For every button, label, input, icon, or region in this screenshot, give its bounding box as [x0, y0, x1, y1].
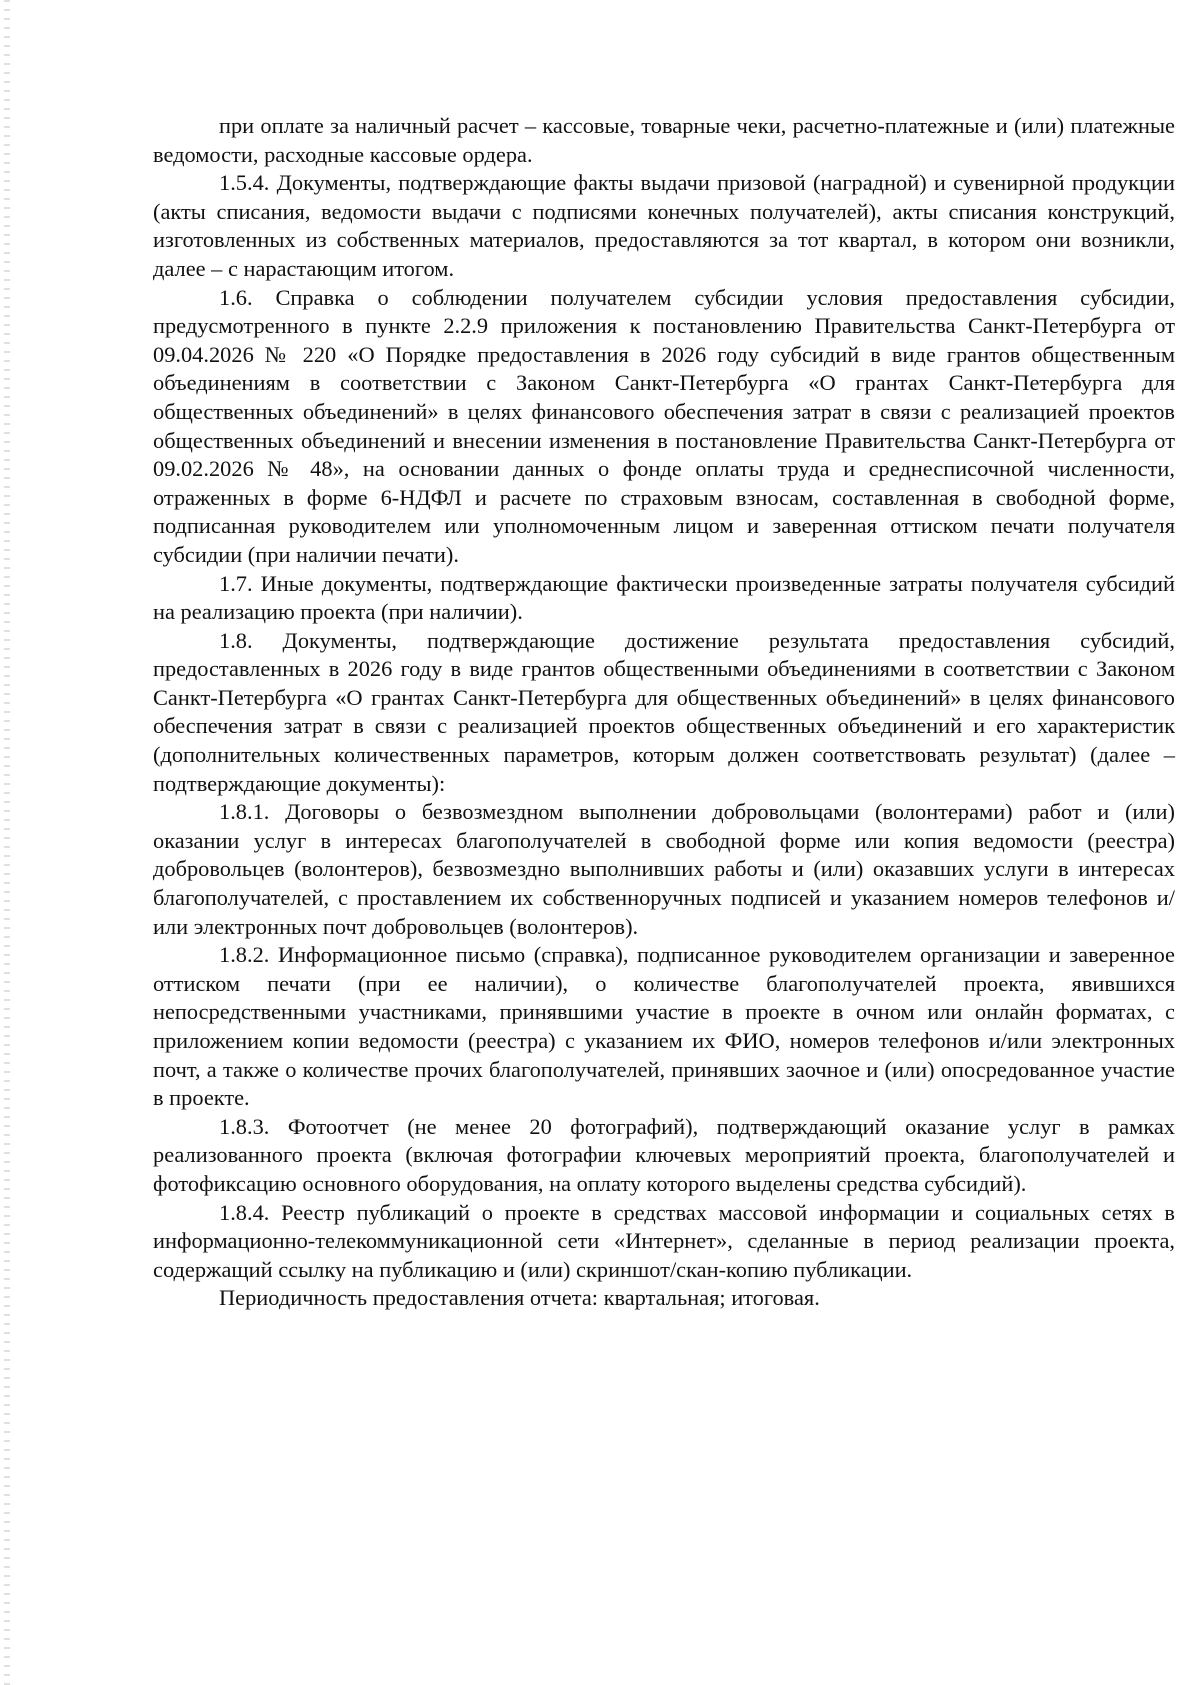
paragraph-1-5-4: 1.5.4. Документы, подтверждающие факты выдачи призовой (наградной) и сувенирной продукции (акты списания, ведомости выдачи с подписями конечных получателей), акты списания конструкций, изготовленных из собственных материалов, предоставляются за тот квартал, в котором они возникли, далее – с нарастающим итогом.	[153, 170, 1175, 281]
paragraph-reporting-periodicity: Периодичность предоставления отчета: квартальная; итоговая.	[219, 1285, 820, 1311]
document-text	[153, 112, 1175, 1313]
paragraph-1-6: 1.6. Справка о соблюдении получателем субсидии условия предоставления субсидии, предусмотренного в пункте 2.2.9 приложения к постановлению Правительства Санкт-Петербурга от 09.04.2026 № 220 «О Порядке предоставления в 2026 году субсидий в виде грантов общественным объединениям в соответствии с Законом Санкт-Петербурга «О грантах Санкт-Петербурга для общественных объединений» в целях финансового обеспечения затрат в связи с реализацией проектов общественных объединений и внесении изменения в постановление Правительства Санкт-Петербурга от 09.02.2026 № 48», на основании данных о фонде оплаты труда и среднесписочной численности, отраженных в форме 6-НДФЛ и расчете по страховым взносам, составленная в свободной форме, подписанная руководителем или уполномоченным лицом и заверенная оттиском печати получателя субсидии (при наличии печати).	[153, 284, 1175, 567]
scan-binding-edge	[4, 0, 10, 1685]
paragraph-1-8: 1.8. Документы, подтверждающие достижение результата предоставления субсидий, предоставленных в 2026 году в виде грантов общественными объединениями в соответствии с Законом Санкт-Петербурга «О грантах Санкт-Петербурга для общественных объединений» в целях финансового обеспечения затрат в связи с реализацией проектов общественных объединений и его характеристик (дополнительных количественных параметров, которым должен соответствовать результат) (далее – подтверждающие документы):	[153, 627, 1175, 796]
paragraph-1-8-4: 1.8.4. Реестр публикаций о проекте в средствах массовой информации и социальных сетях в информационно-телекоммуникационной сети «Интернет», сделанные в период реализации проекта, содержащий ссылку на публикацию и (или) скриншот/скан-копию публикации.	[153, 1199, 1175, 1282]
paragraph-1-8-2: 1.8.2. Информационное письмо (справка), подписанное руководителем организации и заверенное оттиском печати (при ее наличии), о количестве благополучателей проекта, явившихся непосредственными участниками, принявшими участие в проекте в очном или онлайн форматах, с приложением копии ведомости (реестра) с указанием их ФИО, номеров телефонов и/или электронных почт, а также о количестве прочих благополучателей, принявших заочное и (или) опосредованное участие в проекте.	[153, 942, 1175, 1111]
paragraph-1-8-3: 1.8.3. Фотоотчет (не менее 20 фотографий), подтверждающий оказание услуг в рамках реализованного проекта (включая фотографии ключевых мероприятий проекта, благополучателей и фотофиксацию основного оборудования, на оплату которого выделены средства субсидий).	[153, 1113, 1175, 1196]
paragraph-payment-documents: при оплате за наличный расчет – кассовые, товарные чеки, расчетно-платежные и (или) платежные ведомости, расходные кассовые ордера.	[153, 113, 1175, 167]
paragraph-1-7: 1.7. Иные документы, подтверждающие фактически произведенные затраты получателя субсидий на реализацию проекта (при наличии).	[153, 570, 1175, 625]
paragraph-1-8-1: 1.8.1. Договоры о безвозмездном выполнении добровольцами (волонтерами) работ и (или) оказании услуг в интересах благополучателей в свободной форме или копия ведомости (реестра) добровольцев (волонтеров), безвозмездно выполнивших работы и (или) оказавших услуги в интересах благополучателей, с проставлением их собственноручных подписей и указанием номеров телефонов и/или электронных почт добровольцев (волонтеров).	[153, 799, 1175, 939]
